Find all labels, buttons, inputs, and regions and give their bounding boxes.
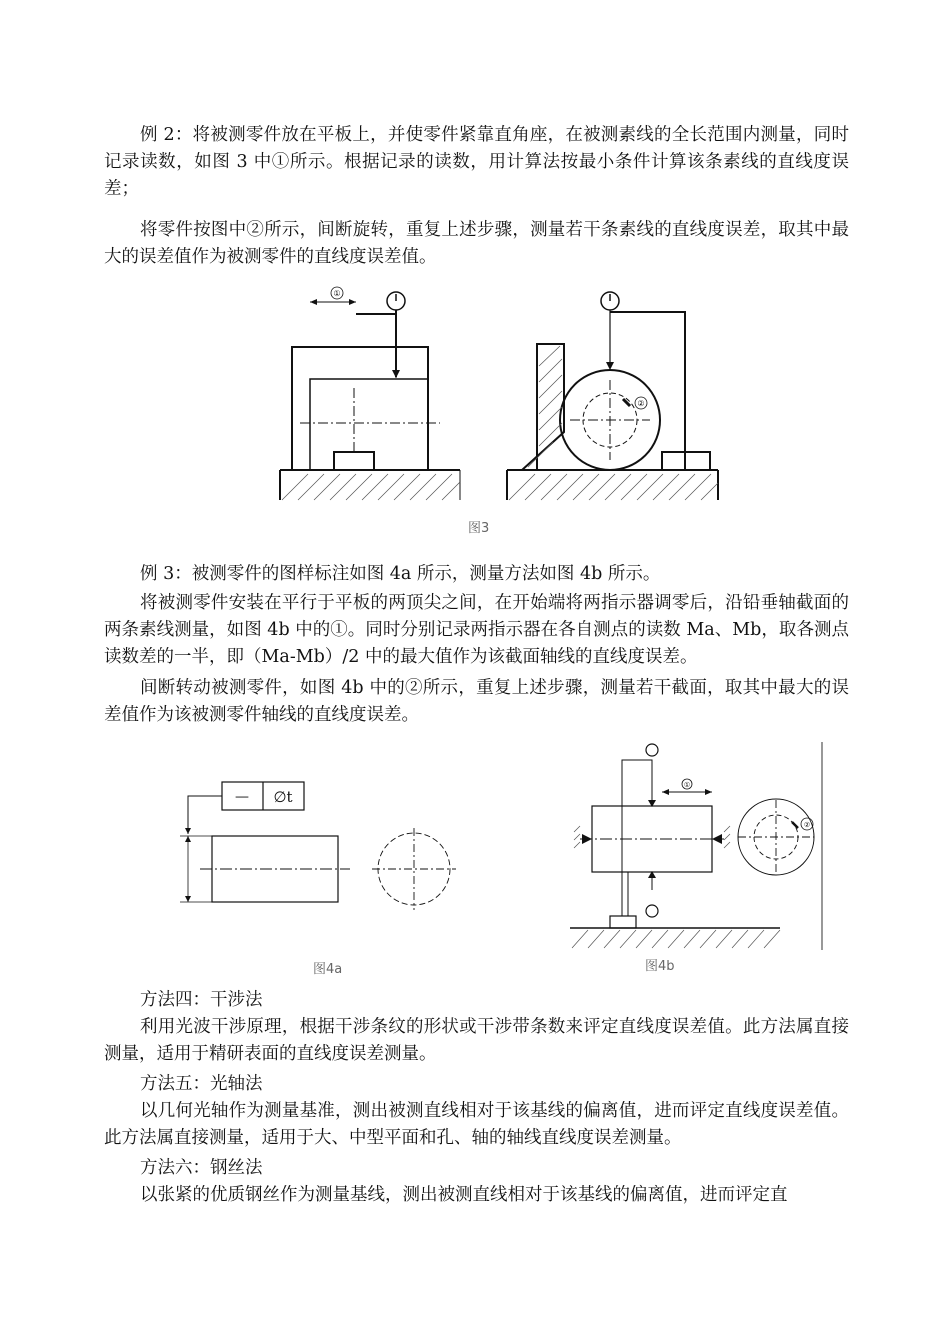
figure-3-caption: 图3 — [468, 521, 490, 536]
heading-method-6: 方法六：钢丝法 — [140, 1158, 263, 1178]
fig3-marker-1: ① — [333, 289, 341, 298]
paragraph-rotate-step: 将零件按图中②所示，间断旋转，重复上述步骤，测量若干条素线的直线度误差，取其中最大的误差值作为被测零件的直线度误差值。 — [104, 220, 849, 267]
figure-4a — [170, 768, 460, 918]
fig3-marker-2: ② — [637, 399, 645, 408]
paragraph-mounting: 将被测零件安装在平行于平板的两顶尖之间，在开始端将两指示器调零后，沿铅垂轴截面的两条素线测量，如图 4b 中的①。同时分别记录两指示器在各自测点的读数 Ma、Mb，取各测点读数差的一半，即（Ma-Mb）/2 中的最大值作为该截面轴线的直线度误差。 — [104, 593, 849, 667]
figure-3 — [270, 282, 730, 507]
fig4b-marker-1: ① — [683, 781, 691, 789]
fig4b-marker-2: ② — [803, 821, 811, 829]
figure-3-drawing — [270, 282, 730, 507]
paragraph-rotate-sections: 间断转动被测零件，如图 4b 中的②所示，重复上述步骤，测量若干截面，取其中最大的误差值作为该被测零件轴线的直线度误差。 — [104, 678, 849, 725]
paragraph-example-3: 例 3：被测零件的图样标注如图 4a 所示，测量方法如图 4b 所示。 — [140, 564, 661, 584]
figure-4a-drawing — [170, 768, 460, 918]
tolerance-symbol: — — [235, 789, 249, 805]
figure-4b — [562, 740, 828, 954]
heading-method-5: 方法五：光轴法 — [140, 1074, 263, 1094]
paragraph-optical-axis: 以几何光轴作为测量基准，测出被测直线相对于该基线的偏离值，进而评定直线度误差值。此方法属直接测量，适用于大、中型平面和孔、轴的轴线直线度误差测量。 — [104, 1101, 849, 1148]
paragraph-interference: 利用光波干涉原理，根据干涉条纹的形状或干涉带条数来评定直线度误差值。此方法属直接测量，适用于精研表面的直线度误差测量。 — [104, 1017, 849, 1064]
figure-4b-drawing — [562, 740, 828, 954]
heading-method-4: 方法四：干涉法 — [140, 990, 263, 1010]
paragraph-example-2: 例 2：将被测零件放在平板上，并使零件紧靠直角座，在被测素线的全长范围内测量，同时记录读数，如图 3 中①所示。根据记录的读数，用计算法按最小条件计算该条素线的直线度误差； — [104, 125, 849, 199]
figure-4a-caption: 图4a — [313, 962, 343, 977]
paragraph-steel-wire: 以张紧的优质钢丝作为测量基线，测出被测直线相对于该基线的偏离值，进而评定直 — [140, 1185, 788, 1205]
tolerance-value: ∅t — [273, 788, 293, 806]
figure-4b-caption: 图4b — [645, 959, 675, 974]
